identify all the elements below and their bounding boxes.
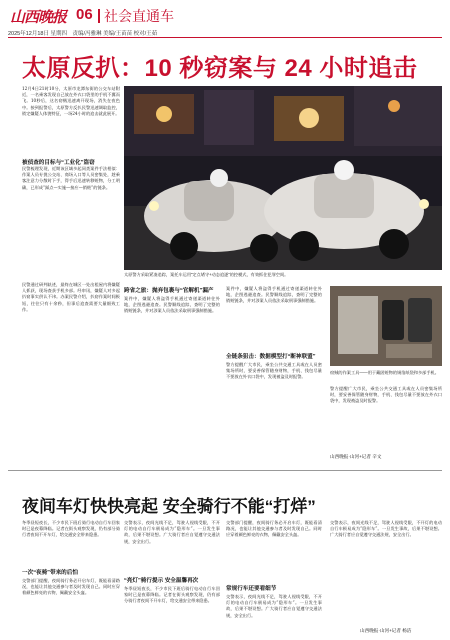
photo1-caption: 太原警方采取紧凑追踪，案托车运用“定点堵守+动态追逐”的控模式，有效抓住犯罪空间。 — [124, 272, 289, 277]
story2-column1: 冬季昼短夜长，不少市民下班后骑行电动自行车回家时已是夜幕降临。记者在街头观察发现，仍有部分骑行者夜间不开车灯，给交通安全带来隐患。 — [22, 520, 120, 538]
story2-column2: 交警表示，夜间光线不足，驾驶人视线受限，不开灯的电动自行车极易成为“隐形车”。一旦发生事故，后果不堪设想。广大骑行者应自觉遵守交通法规，安全出行。 — [124, 520, 220, 544]
section-title: 社会直通车 — [104, 8, 174, 24]
masthead-divider — [98, 9, 100, 23]
dateline: 2025年12月18日 星期四 责编/冯雅琳 美编/王苗苗 校对/王茹 — [8, 31, 158, 37]
story1-column1c: 民警通过研判轨迹，最终在城区一处出租屋内将嫌疑人抓获，现场查获手机多部。经审讯，嫌疑人对多起扒窃事实供认不讳。办案民警介绍，扒窃作案时间极短，往往只有十余秒，但事后追查需要大量细致工作。 — [22, 282, 120, 312]
evidence-photo — [330, 286, 442, 366]
story2-credit: 山西晚报·山河+记者 杨洁 — [360, 628, 412, 633]
story1-column1: 12月4日21时10分，太原市龙潭东街的公交车站附近，一名乘客发现自己放在外衣口袋里的手机不翼而飞。10秒后，这名窃贼迅速离开现场，消失在夜色中。接到报警后，太原警方反扒民警迅速调取监控，锁定嫌疑人体貌特征，一场24小时的追击就此展开。 — [22, 86, 120, 116]
masthead-rule — [8, 37, 442, 38]
story1-column3b: 警方提醒广大市民，乘坐公共交通工具或在人员密集场所时，要妥善保管随身财物，手机、钱包尽量不要放在外衣口袋中，发现被盗及时报警。 — [226, 362, 322, 380]
masthead — [8, 4, 442, 28]
story1-column3: 案件中，嫌疑人将盗得手机通过寄递渠道转往外地，企图逃避追查。民警顺线追踪，查明了完整的销赃链条，并对涉案人员依法采取刑事强制措施。 — [226, 286, 322, 304]
story1-subhead3: 全链条狙击：数据模型打“断神联盟” — [226, 354, 316, 360]
newspaper-logo: 山西晚报 — [10, 8, 67, 26]
story2-column3b: 交警表示，夜间光线不足，驾驶人视线受限，不开灯的电动自行车极易成为“隐形车”。一旦发生事故，后果不堪设想。广大骑行者应自觉遵守交通法规，安全出行。 — [226, 594, 322, 618]
story1-subhead1: 被侦查的目标与“工业化”盗窃 — [22, 160, 95, 166]
story2-subhead2: “亮灯”骑行提示 安全温馨再次 — [124, 578, 199, 584]
story2-subhead3: 常规行车还要看细节 — [226, 586, 277, 592]
story2-headline: 夜间车灯快快亮起 安全骑行不能“打烊” — [22, 497, 316, 516]
story2-column4: 交警表示，夜间光线不足，驾驶人视线受限，不开灯的电动自行车极易成为“隐形车”。一旦发生事故，后果不堪设想。广大骑行者应自觉遵守交通法规，安全出行。 — [330, 520, 442, 538]
night-street-photo — [124, 86, 442, 270]
story1-headline: 太原反扒：10 秒窃案与 24 小时追击 — [22, 55, 418, 82]
story2-column2b: 冬季昼短夜长，不少市民下班后骑行电动自行车回家时已是夜幕降临。记者在街头观察发现，仍有部分骑行者夜间不开车灯，给交通安全带来隐患。 — [124, 586, 220, 604]
page-number: 06 — [76, 6, 93, 23]
story1-credit: 山西晚报·山河+记者 辛文 — [330, 454, 382, 459]
story1-column2: 案件中，嫌疑人将盗得手机通过寄递渠道转往外地，企图逃避追查。民警顺线追踪，查明了完整的销赃链条，并对涉案人员依法采取刑事强制措施。 — [124, 296, 220, 314]
story2-column3: 交警部门提醒，夜间骑行务必开启车灯，既能看清路况，也能让其他交通参与者及时发现自己。同时应穿着颜色鲜亮的衣物，佩戴安全头盔。 — [226, 520, 322, 538]
story1-subhead2: 跨省之旅：抛弃包裹与“官解机”漏产 — [124, 288, 214, 294]
story2-subhead1: 一次“夜骑”带来的后怕 — [22, 570, 78, 576]
photo2-caption: 窃贼的作案工具——用于藏匿赃物的锡箔纸袋和多部手机。 — [330, 370, 439, 375]
story-divider — [8, 470, 442, 471]
story2-column1b: 交警部门提醒，夜间骑行务必开启车灯，既能看清路况，也能让其他交通参与者及时发现自己。同时应穿着颜色鲜亮的衣物，佩戴安全头盔。 — [22, 578, 120, 596]
story1-column4: 警方提醒广大市民，乘坐公共交通工具或在人员密集场所时，要妥善保管随身财物，手机、钱包尽量不要放在外衣口袋中，发现被盗及时报警。 — [330, 386, 442, 404]
story1-column1b: 民警梳理发现，近期该区域多起同类案件手法相似：作案人员专挑公交站、商场入口等人员密集处，趁乘客注意力分散时下手，得手后迅速转移赃物，分工明确，已形成“踩点—实施—接应—销赃”的链条。 — [22, 166, 120, 190]
